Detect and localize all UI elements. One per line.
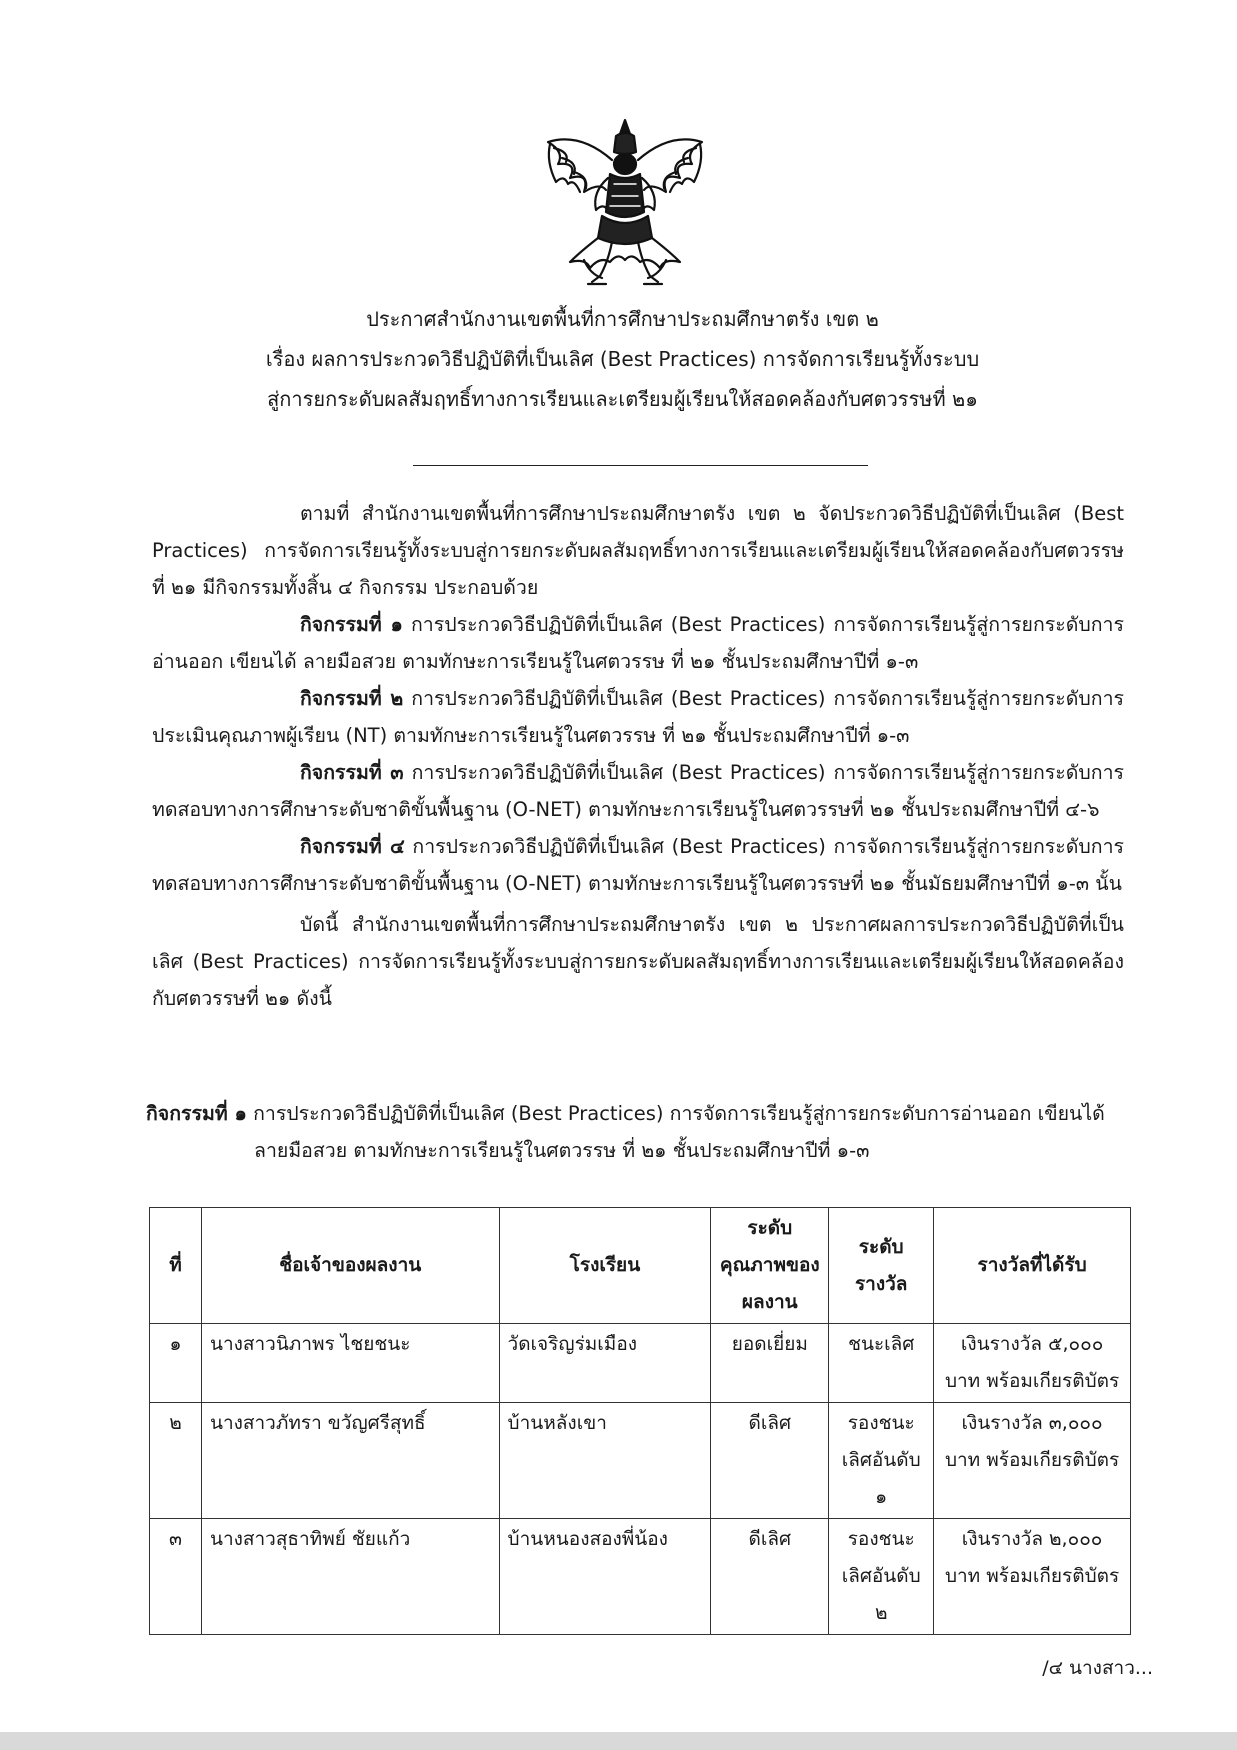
activity-4-text: การประกวดวิธีปฏิบัติที่เป็นเลิศ (Best Practices) การจัดการเรียนรู้สู่การยกระดับการทดสอบทางการศึกษาระดับชาติขั้นพื้นฐาน (O-NET) ตามทักษะการเรียนรู้ในศตวรรษที่ ๒๑ ชั้นมัธยมศึกษาปีที่ ๑-๓ นั้น	[152, 835, 1124, 895]
header-divider	[413, 465, 868, 466]
activity-3-text: การประกวดวิธีปฏิบัติที่เป็นเลิศ (Best Practices) การจัดการเรียนรู้สู่การยกระดับการทดสอบทางการศึกษาระดับชาติขั้นพื้นฐาน (O-NET) ตามทักษะการเรียนรู้ในศตวรรษที่ ๒๑ ชั้นประถมศึกษาปีที่ ๔-๖	[152, 761, 1124, 821]
intro-paragraph: ตามที่ สำนักงานเขตพื้นที่การศึกษาประถมศึกษาตรัง เขต ๒ จัดประกวดวิธีปฏิบัติที่เป็นเลิศ (Best Practices) การจัดการเรียนรู้ทั้งระบบสู่การยกระดับผลสัมฤทธิ์ทางการเรียนและเตรียมผู้เรียนให้สอดคล้องกับศตวรรษที่ ๒๑ มีกิจกรรมทั้งสิ้น ๔ กิจกรรม ประกอบด้วย	[152, 502, 1124, 599]
header-line-2: เรื่อง ผลการประกวดวิธีปฏิบัติที่เป็นเลิศ (Best Practices) การจัดการเรียนรู้ทั้งระบบ	[265, 347, 980, 371]
section-line-1: การประกวดวิธีปฏิบัติที่เป็นเลิศ (Best Practices) การจัดการเรียนรู้สู่การยกระดับการอ่านออก เขียนได้	[246, 1102, 1105, 1125]
page-continuation: /๔ นางสาว...	[1042, 1657, 1153, 1679]
announcement-body	[152, 495, 1124, 1017]
cell-quality: ดีเลิศ	[711, 1519, 829, 1635]
activity-3-label: กิจกรรมที่ ๓	[300, 761, 404, 784]
table-row	[150, 1403, 1131, 1519]
scan-edge	[0, 1732, 1237, 1750]
cell-school: บ้านหลังเขา	[499, 1403, 711, 1519]
activity-1	[152, 606, 1124, 680]
cell-no: ๑	[150, 1324, 202, 1403]
activity-1-text: การประกวดวิธีปฏิบัติที่เป็นเลิศ (Best Practices) การจัดการเรียนรู้สู่การยกระดับการอ่านออก เขียนได้ ลายมือสวย ตามทักษะการเรียนรู้ในศตวรรษ ที่ ๒๑ ชั้นประถมศึกษาปีที่ ๑-๓	[152, 613, 1124, 673]
cell-school: วัดเจริญร่มเมือง	[499, 1324, 711, 1403]
cell-quality: ยอดเยี่ยม	[711, 1324, 829, 1403]
table-row	[150, 1324, 1131, 1403]
cell-no: ๓	[150, 1519, 202, 1635]
cell-owner: นางสาวนิภาพร ไชยชนะ	[201, 1324, 499, 1403]
activity-4	[152, 828, 1124, 902]
announce-paragraph: บัดนี้ สำนักงานเขตพื้นที่การศึกษาประถมศึกษาตรัง เขต ๒ ประกาศผลการประกวดวิธีปฏิบัติที่เป็นเลิศ (Best Practices) การจัดการเรียนรู้ทั้งระบบสู่การยกระดับผลสัมฤทธิ์ทางการเรียนและเตรียมผู้เรียนให้สอดคล้องกับศตวรรษที่ ๒๑ ดังนี้	[152, 913, 1124, 1010]
header-line-1: ประกาศสำนักงานเขตพื้นที่การศึกษาประถมศึกษาตรัง เขต ๒	[366, 307, 879, 331]
cell-prize: เงินรางวัล ๒,๐๐๐ บาท พร้อมเกียรติบัตร	[934, 1519, 1131, 1635]
cell-level: รองชนะเลิศอันดับ ๑	[829, 1403, 934, 1519]
cell-owner: นางสาวสุธาทิพย์ ชัยแก้ว	[201, 1519, 499, 1635]
col-header-school: โรงเรียน	[499, 1208, 711, 1324]
cell-prize: เงินรางวัล ๓,๐๐๐ บาท พร้อมเกียรติบัตร	[934, 1403, 1131, 1519]
cell-school: บ้านหนองสองพี่น้อง	[499, 1519, 711, 1635]
col-header-quality: ระดับคุณภาพของผลงาน	[711, 1208, 829, 1324]
cell-quality: ดีเลิศ	[711, 1403, 829, 1519]
activity-2	[152, 680, 1124, 754]
cell-prize: เงินรางวัล ๕,๐๐๐ บาท พร้อมเกียรติบัตร	[934, 1324, 1131, 1403]
results-table	[149, 1207, 1131, 1635]
col-header-prize: รางวัลที่ได้รับ	[934, 1208, 1131, 1324]
col-header-owner: ชื่อเจ้าของผลงาน	[201, 1208, 499, 1324]
header-line-3: สู่การยกระดับผลสัมฤทธิ์ทางการเรียนและเตรียมผู้เรียนให้สอดคล้องกับศตวรรษที่ ๒๑	[267, 387, 978, 411]
col-header-level: ระดับรางวัล	[829, 1208, 934, 1324]
cell-owner: นางสาวภัทรา ขวัญศรีสุทธิ์	[201, 1403, 499, 1519]
announcement-header	[150, 299, 1095, 419]
activity-2-label: กิจกรรมที่ ๒	[300, 687, 404, 710]
activity-1-label: กิจกรรมที่ ๑	[300, 613, 403, 636]
cell-no: ๒	[150, 1403, 202, 1519]
col-header-no: ที่	[150, 1208, 202, 1324]
garuda-emblem-icon	[540, 112, 710, 292]
section-heading	[146, 1095, 1126, 1169]
table-header-row	[150, 1208, 1131, 1324]
cell-level: ชนะเลิศ	[829, 1324, 934, 1403]
activity-2-text: การประกวดวิธีปฏิบัติที่เป็นเลิศ (Best Practices) การจัดการเรียนรู้สู่การยกระดับการประเมินคุณภาพผู้เรียน (NT) ตามทักษะการเรียนรู้ในศตวรรษ ที่ ๒๑ ชั้นประถมศึกษาปีที่ ๑-๓	[152, 687, 1124, 747]
activity-3	[152, 754, 1124, 828]
activity-4-label: กิจกรรมที่ ๔	[300, 835, 405, 858]
table-row	[150, 1519, 1131, 1635]
section-label: กิจกรรมที่ ๑	[146, 1102, 247, 1125]
cell-level: รองชนะเลิศอันดับ ๒	[829, 1519, 934, 1635]
section-line-2: ลายมือสวย ตามทักษะการเรียนรู้ในศตวรรษ ที่ ๒๑ ชั้นประถมศึกษาปีที่ ๑-๓	[254, 1139, 870, 1162]
